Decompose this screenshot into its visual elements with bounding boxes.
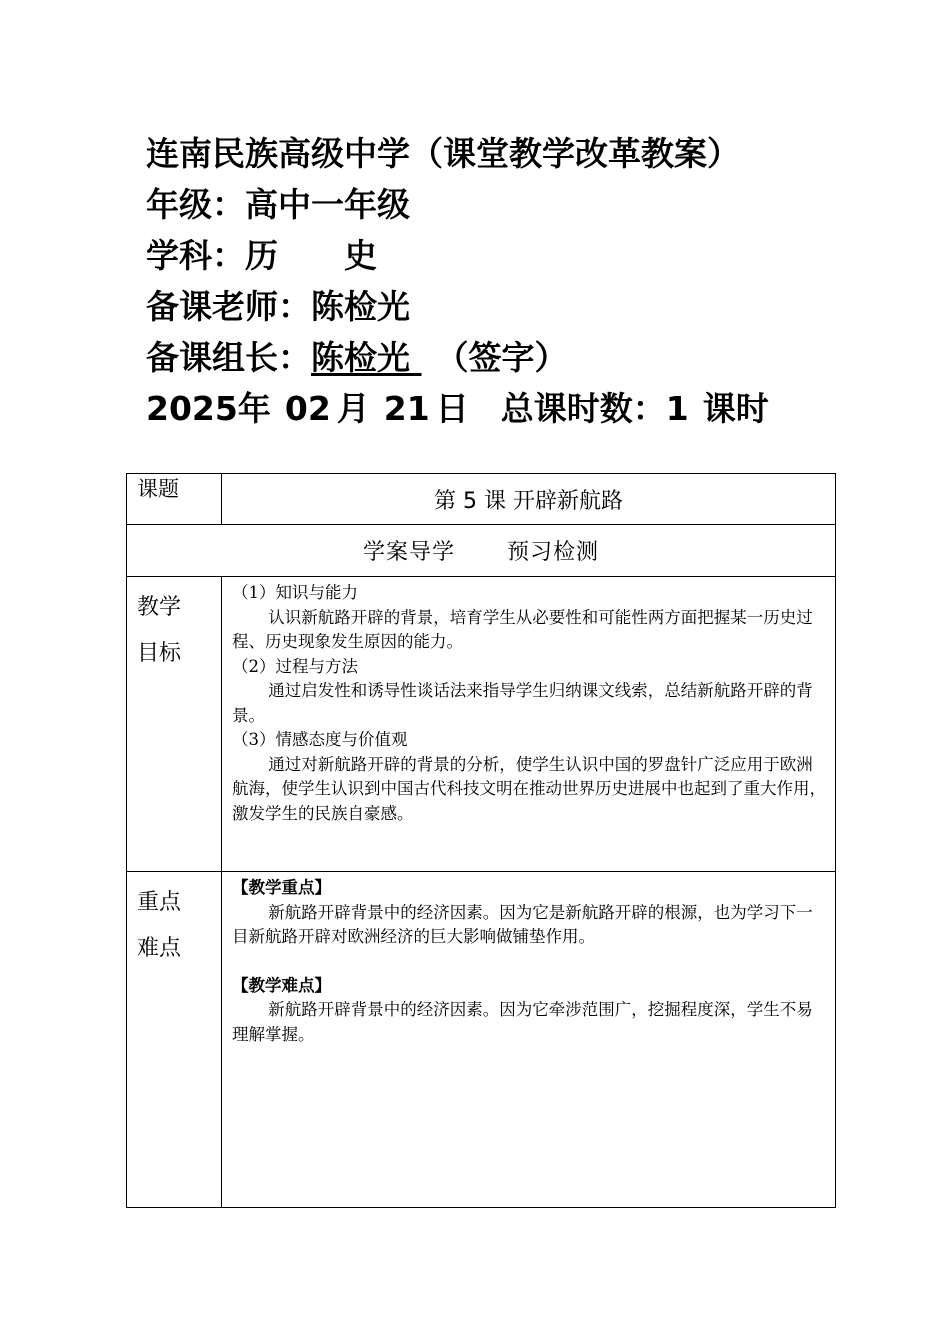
teacher-value: 陈检光 — [311, 287, 410, 326]
date-line — [146, 383, 769, 434]
guide-row — [127, 525, 836, 577]
teacher-line — [146, 281, 769, 332]
objectives-row — [127, 577, 836, 872]
date-year: 2025 — [146, 389, 238, 428]
objective-heading-1: （1）知识与能力 — [232, 583, 358, 602]
objectives-content — [222, 577, 836, 872]
hours-label: 总课时数： — [500, 389, 666, 428]
topic-row — [127, 474, 836, 525]
date-day-unit: 日 — [435, 389, 469, 428]
topic-value: 第 5 课 开辟新航路 — [222, 474, 836, 525]
objectives-label — [127, 577, 222, 872]
school-title: 连南民族高级中学（课堂教学改革教案） — [146, 134, 740, 173]
leader-value: 陈检光 — [311, 338, 410, 377]
difficulty-text: 新航路开辟背景中的经济因素。因为它牵涉范围广，挖掘程度深，学生不易理解掌握。 — [232, 1000, 813, 1044]
hours-unit: 课时 — [702, 389, 769, 428]
hours-value: 1 — [665, 389, 689, 428]
date-day: 21 — [383, 389, 430, 428]
objectives-label-2: 目标 — [137, 641, 182, 666]
keypoints-label-2: 难点 — [137, 936, 182, 961]
objective-text-3: 通过对新航路开辟的背景的分析，使学生认识中国的罗盘针广泛应用于欧洲航海，使学生认识到中国古代科技文明在推动世界历史进展中也起到了重大作用，激发学生的民族自豪感。 — [232, 754, 826, 823]
keypoints-label — [127, 872, 222, 1208]
date-month-unit: 月 — [336, 389, 370, 428]
objective-heading-3: （3）情感态度与价值观 — [232, 730, 408, 749]
leader-label: 备课组长： — [146, 338, 311, 377]
focus-text: 新航路开辟背景中的经济因素。因为它是新航路开辟的根源，也为学习下一目新航路开辟对欧洲经济的巨大影响做铺垫作用。 — [232, 902, 813, 946]
leader-sign: （签字） — [435, 338, 568, 377]
difficulty-title: 【教学难点】 — [232, 975, 331, 995]
objective-heading-2: （2）过程与方法 — [232, 656, 358, 676]
topic-label: 课题 — [127, 474, 222, 525]
lesson-plan-table — [126, 473, 836, 1208]
guide-left: 学案导学 — [362, 540, 455, 565]
grade-line — [146, 179, 769, 230]
keypoints-content — [222, 872, 836, 1208]
objective-text-1: 认识新航路开辟的背景，培育学生从必要性和可能性两方面把握某一历史过程、历史现象发生原因的能力。 — [232, 607, 813, 651]
guide-cell — [127, 525, 836, 577]
objectives-label-1: 教学 — [137, 595, 182, 620]
subject-line — [146, 230, 769, 281]
subject-label: 学科： — [146, 236, 245, 275]
grade-value: 高中一年级 — [245, 185, 410, 224]
grade-label: 年级： — [146, 185, 245, 224]
subject-char-2: 史 — [344, 236, 377, 275]
keypoints-row — [127, 872, 836, 1208]
date-year-unit: 年 — [237, 389, 271, 428]
keypoints-label-1: 重点 — [137, 890, 182, 915]
document-header — [146, 128, 769, 434]
teacher-label: 备课老师： — [146, 287, 311, 326]
guide-right: 预习检测 — [507, 540, 600, 565]
leader-line — [146, 332, 769, 383]
subject-char-1: 历 — [245, 236, 278, 275]
objective-text-2: 通过启发性和诱导性谈话法来指导学生归纳课文线索，总结新航路开辟的背景。 — [232, 681, 813, 725]
date-month: 02 — [284, 389, 331, 428]
focus-title: 【教学重点】 — [232, 878, 331, 897]
